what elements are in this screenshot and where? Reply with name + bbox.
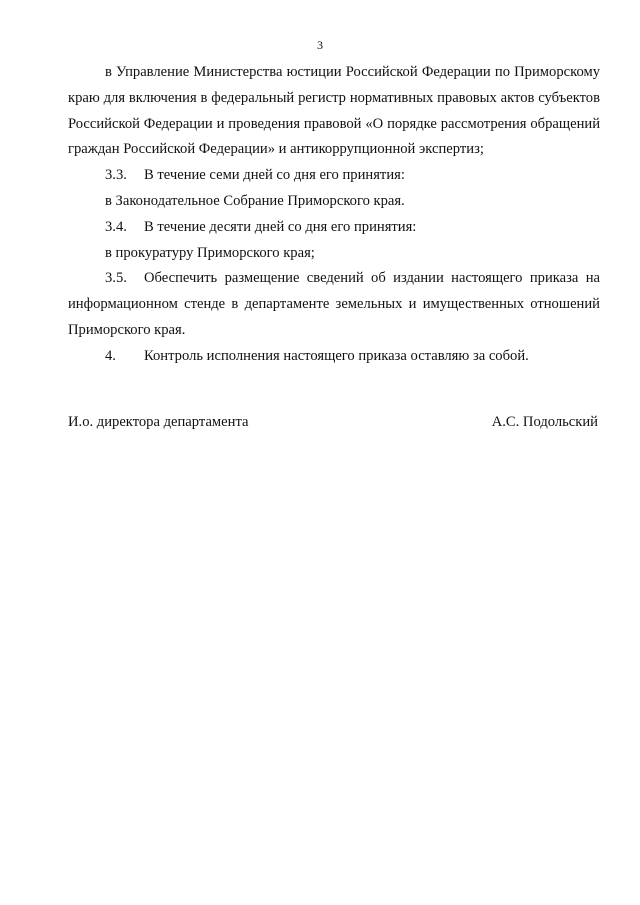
item-text: В течение десяти дней со дня его принятия: [144,218,417,235]
item-number: 3.4. [105,218,127,235]
item-3-4 [68,215,600,241]
signature-block [68,412,598,432]
item-3-5 [68,266,600,343]
signatory-position: И.о. директора департамента [68,414,249,430]
item-3-3 [68,163,600,189]
item-4 [68,344,600,370]
item-3-4-recipient: в прокуратуру Приморского края; [105,244,315,261]
item-text: Контроль исполнения настоящего приказа оставляю за собой. [144,347,529,364]
item-3-3-recipient: в Законодательное Собрание Приморского края. [105,192,405,209]
item-number: 4. [105,347,116,364]
page-number: 3 [317,38,323,52]
signatory-name: А.С. Подольский [491,414,598,430]
document-body [68,60,600,370]
item-text: Обеспечить размещение сведений об издании настоящего приказа на информационном стенде в департаменте земельных и имущественных отношений Приморского края. [68,270,600,338]
item-number: 3.5. [105,270,127,287]
item-number: 3.3. [105,167,127,184]
paragraph-ministry-justice: в Управление Министерства юстиции Российской Федерации по Приморскому краю для включения в федеральный регистр нормативных правовых актов субъектов Российской Федерации и проведения правовой «О порядке рассмотрения обращений граждан Российской Федерации» и антикоррупционной экспертиз; [68,64,600,158]
item-text: В течение семи дней со дня его принятия: [144,167,405,184]
